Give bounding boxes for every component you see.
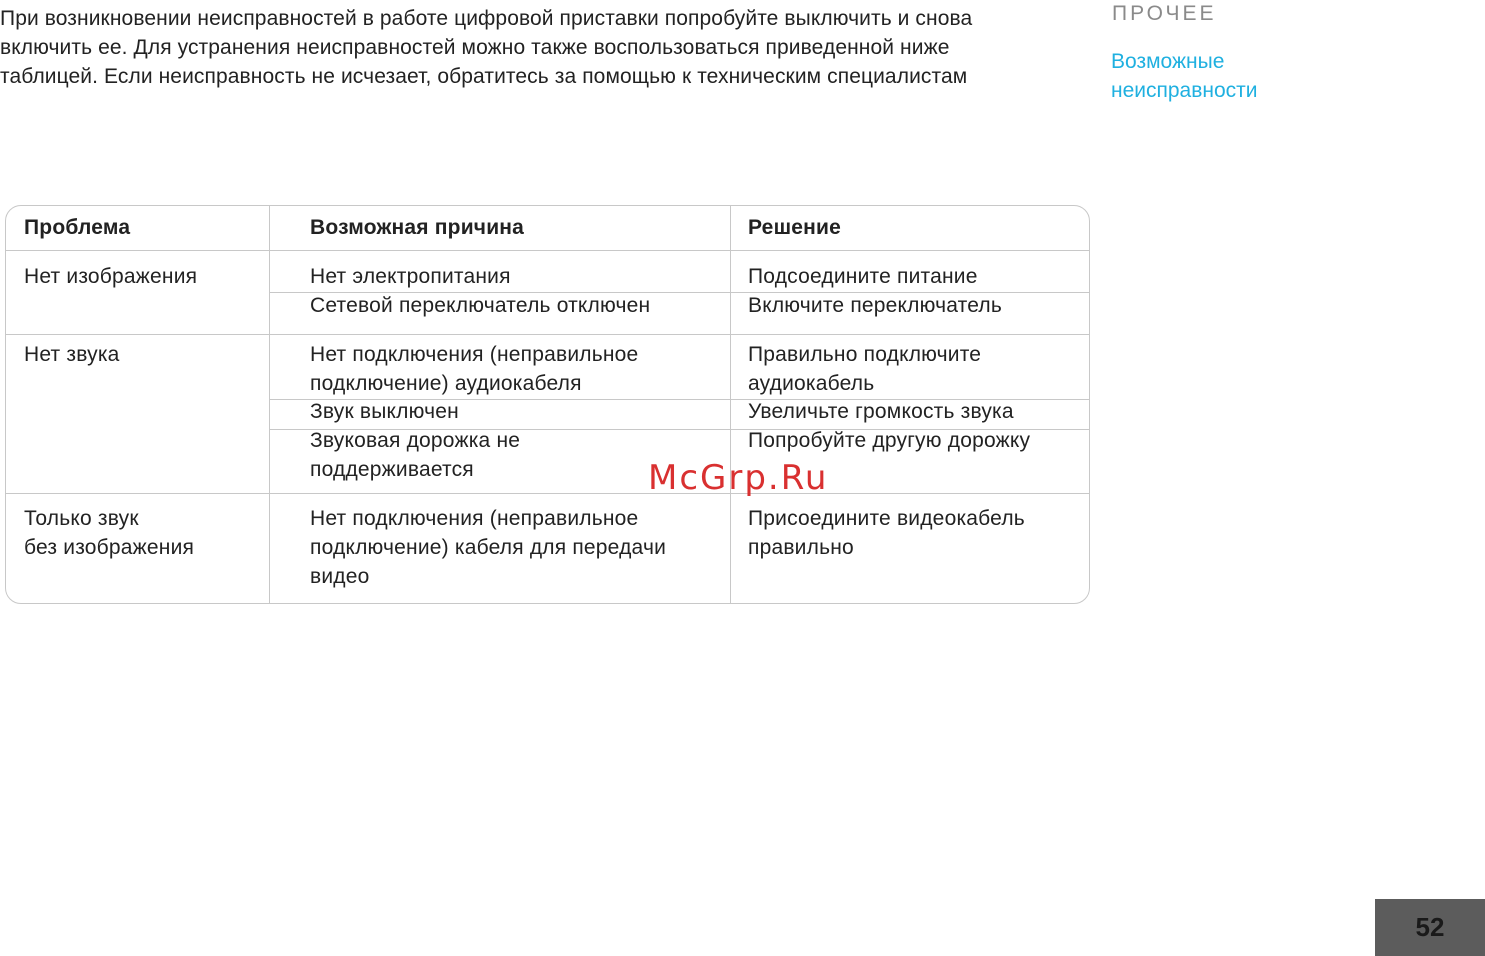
group-divider (6, 493, 1089, 494)
group-divider (6, 334, 1089, 335)
troubleshooting-table (5, 205, 1090, 604)
header-problem: Проблема (24, 216, 131, 239)
solution-cell (748, 504, 1025, 562)
header-solution: Решение (748, 216, 842, 239)
problem-cell: Нет звука (24, 343, 120, 366)
cause-cell (310, 426, 520, 484)
intro-paragraph: При возникновении неисправностей в работе цифровой приставки попробуйте выключить и снова включить ее. Для устранения неисправностей можно также воспользоваться приведенной ниже таблицей. Если неисправность не исчезает, обратитесь за помощью к техническим специалистам (0, 7, 973, 88)
troubleshooting-link[interactable] (1111, 47, 1351, 105)
solution-line: Присоедините видеокабель (748, 507, 1025, 530)
link-line-1: Возможные (1111, 50, 1225, 73)
cause-cell (310, 504, 666, 591)
solution-cell: Увеличьте громкость звука (748, 400, 1014, 423)
column-divider (730, 206, 731, 603)
solution-line: аудиокабель (748, 372, 875, 395)
link-line-2: неисправности (1111, 79, 1258, 102)
cause-line: видео (310, 565, 370, 588)
cause-cell: Сетевой переключатель отключен (310, 294, 651, 317)
cause-cell (310, 340, 638, 398)
cause-line: Нет подключения (неправильное (310, 507, 639, 530)
watermark: McGrp.Ru (648, 458, 829, 498)
solution-cell (748, 340, 981, 398)
cause-line: Звуковая дорожка не (310, 429, 521, 452)
problem-line: без изображения (24, 536, 195, 559)
cause-line: подключение) кабеля для передачи (310, 536, 667, 559)
cause-cell: Звук выключен (310, 400, 459, 423)
page-number: 52 (1375, 899, 1485, 956)
header-cause: Возможная причина (310, 216, 525, 239)
cause-cell: Нет электропитания (310, 265, 511, 288)
problem-cell: Нет изображения (24, 265, 198, 288)
cause-line: подключение) аудиокабеля (310, 372, 582, 395)
solution-line: Правильно подключите (748, 343, 982, 366)
column-divider (269, 206, 270, 603)
section-label: ПРОЧЕЕ (1112, 2, 1217, 25)
header-divider (6, 250, 1089, 251)
problem-line: Только звук (24, 507, 139, 530)
solution-cell: Включите переключатель (748, 294, 1003, 317)
solution-cell: Попробуйте другую дорожку (748, 429, 1031, 452)
solution-cell: Подсоедините питание (748, 265, 978, 288)
cause-line: Нет подключения (неправильное (310, 343, 639, 366)
problem-cell (24, 504, 194, 562)
solution-line: правильно (748, 536, 854, 559)
cause-line: поддерживается (310, 458, 474, 481)
